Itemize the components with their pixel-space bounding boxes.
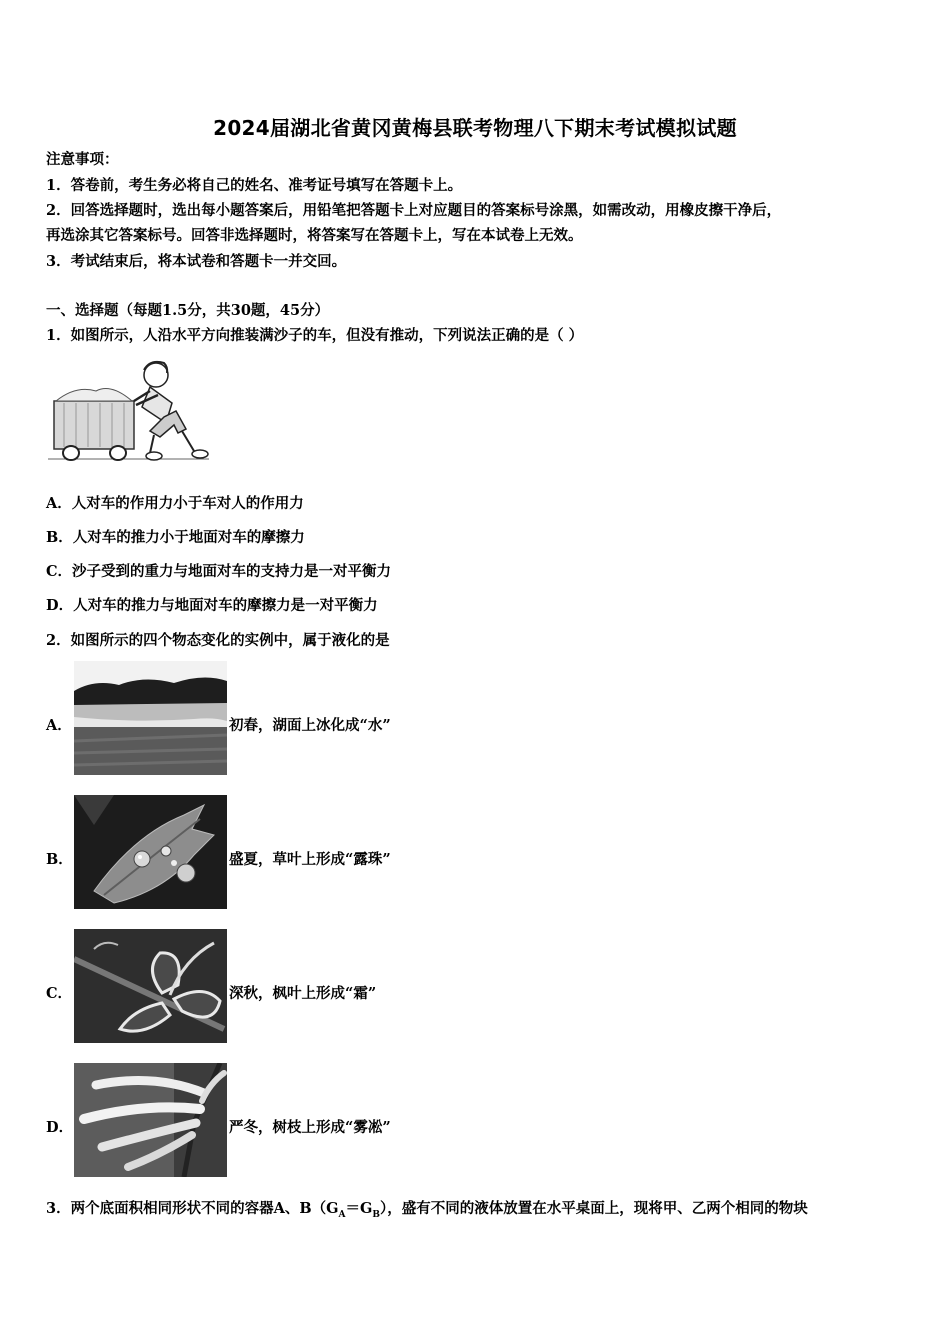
page-title: 2024届湖北省黄冈黄梅县联考物理八下期末考试模拟试题 (213, 116, 737, 140)
q2-option-c-letter: C． (46, 985, 73, 1002)
question-2-stem: 2．如图所示的四个物态变化的实例中，属于液化的是 (46, 632, 390, 649)
q3-sub-a: A (338, 1209, 346, 1220)
notice-item: 2．回答选择题时，选出每小题答案后，用铅笔把答题卡上对应题目的答案标号涂黑，如需改动，用橡皮擦干净后， (46, 202, 782, 219)
q2-option-b-text: 盛夏，草叶上形成“露珠” (229, 851, 391, 868)
question-1-stem: 1．如图所示，人沿水平方向推装满沙子的车，但没有推动，下列说法正确的是（ ） (46, 327, 584, 344)
q2-option-c-text: 深秋，枫叶上形成“霜” (229, 985, 377, 1002)
section-heading: 一、选择题（每题1.5分，共30题，45分） (46, 302, 330, 319)
rime-branch-photo (74, 1063, 227, 1177)
notice-item: 再选涂其它答案标号。回答非选择题时，将答案写在答题卡上，写在本试卷上无效。 (46, 227, 583, 244)
q1-option-b: B．人对车的推力小于地面对车的摩擦力 (46, 529, 305, 546)
q3-suffix: ），盛有不同的液体放置在水平桌面上，现将甲、乙两个相同的物块 (379, 1200, 808, 1217)
push-cart-illustration (46, 355, 211, 470)
frost-leaf-photo (74, 929, 227, 1043)
notice-item: 1．答卷前，考生务必将自己的姓名、准考证号填写在答题卡上。 (46, 177, 463, 194)
lake-ice-photo (74, 661, 227, 775)
q2-option-d-letter: D． (46, 1119, 74, 1136)
q1-option-d: D．人对车的推力与地面对车的摩擦力是一对平衡力 (46, 597, 378, 614)
q2-option-a-letter: A． (46, 717, 72, 734)
q1-option-c: C．沙子受到的重力与地面对车的支持力是一对平衡力 (46, 563, 392, 580)
q3-eq: ＝G (345, 1200, 373, 1217)
q1-option-a: A．人对车的作用力小于车对人的作用力 (46, 495, 304, 512)
q3-prefix: 3．两个底面积相同形状不同的容器A、B（G (46, 1200, 339, 1217)
notice-heading: 注意事项： (46, 151, 119, 168)
q3-sub-b: B (372, 1209, 380, 1220)
q2-option-a-text: 初春，湖面上冰化成“水” (229, 717, 391, 734)
question-3-stem (46, 1199, 808, 1225)
q2-option-d-text: 严冬，树枝上形成“雾凇” (229, 1119, 391, 1136)
dew-leaf-photo (74, 795, 227, 909)
notice-item: 3．考试结束后，将本试卷和答题卡一并交回。 (46, 253, 347, 270)
q2-option-b-letter: B． (46, 851, 73, 868)
